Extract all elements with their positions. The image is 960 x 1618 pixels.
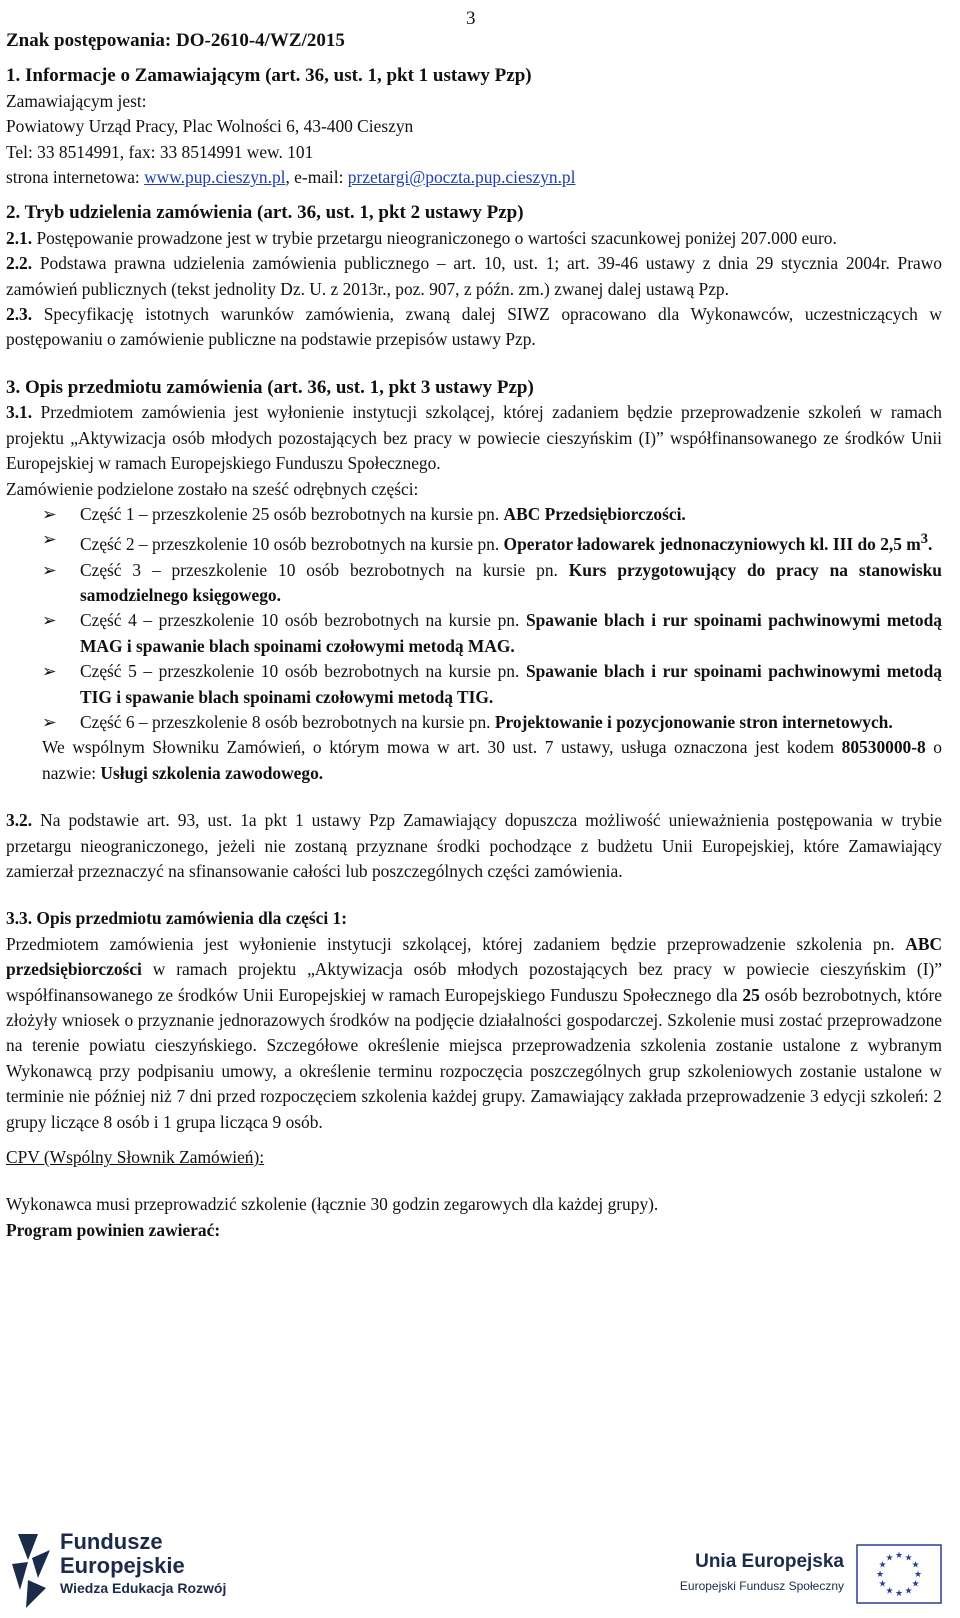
document-page (6, 6, 942, 1243)
arrow-bullet-icon: ➢ (42, 610, 57, 631)
paragraph-3-3: Przedmiotem zamówienia jest wyłonienie instytucji szkolącej, której zadaniem będzie przeprowadzenie szkolenia pn. ABC przedsiębiorczości w ramach projektu „Aktywizacja osób młodych pozostających bez pracy w powiecie cieszyńskim (I)” współfinansowanego ze środków Unii Europejskiej w ramach Europejskiego Funduszu Społecznego dla 25 osób bezrobotnych, które złożyły wniosek o przyznanie jednorazowych środków na podjęcie działalności gospodarczej. Szkolenie musi zostać przeprowadzone na terenie powiatu cieszyńskiego. Szczegółowe określenie miejsca przeprowadzenia szkolenia zostanie ustalone z wybranym Wykonawcą przy podpisaniu umowy, a określenie terminu rozpoczęcia poszczególnych grup szkoleniowych zostanie ustalone w terminie nie później niż 7 dni przed rozpoczęciem szkolenia każdej grupy. Zamawiający zakłada przeprowadzenie 3 edycji szkoleń: 2 grupy liczące 8 osób i 1 grupa licząca 9 osób. (6, 933, 942, 1132)
list-item: ➢ Część 3 – przeszkolenie 10 osób bezrobotnych na kursie pn. Kurs przygotowujący do pracy na stanowisku samodzielnego księgowego. (42, 559, 942, 605)
list-item: ➢ Część 4 – przeszkolenie 10 osób bezrobotnych na kursie pn. Spawanie blach i rur spoinami pachwinowymi metodą MAG i spawanie blach spoinami czołowymi metodą MAG. (42, 610, 942, 656)
contracting-authority-address: Powiatowy Urząd Pracy, Plac Wolności 6, 43-400 Cieszyn (6, 116, 414, 137)
cpv-code-paragraph: We wspólnym Słowniku Zamówień, o którym mowa w art. 30 ust. 7 ustawy, usługa oznaczona jest kodem 80530000-8 o nazwie: Usługi szkolenia zawodowego. (42, 737, 942, 783)
paragraph-3-2: 3.2. Na podstawie art. 93, ust. 1a pkt 1 ustawy Pzp Zamawiający dopuszcza możliwość unieważnienia postępowania w trybie przetargu nieograniczonego, jeżeli nie zostaną przyznane środki pochodzące z budżetu Unii Europejskiej, które Zamawiający zamierzał przeznaczyć na sfinansowanie całości lub poszczególnych części zamówienia. (6, 810, 942, 881)
eu-star-icon: ★ (878, 1560, 887, 1571)
parts-list (6, 502, 942, 735)
fundusze-europejskie-logo (8, 1530, 226, 1610)
parts-intro: Zamówienie podzielone zostało na sześć odrębnych części: (6, 478, 419, 499)
fe-program-name: Wiedza Edukacja Rozwój (60, 1580, 227, 1596)
contracting-authority-phone: Tel: 33 8514991, fax: 33 8514991 wew. 101 (6, 141, 314, 162)
footer-logos (0, 1522, 960, 1618)
email-link[interactable]: przetargi@poczta.pup.cieszyn.pl (347, 167, 576, 188)
list-item: ➢ Część 5 – przeszkolenie 10 osób bezrobotnych na kursie pn. Spawanie blach i rur spoinami pachwinowymi metodą TIG i spawanie blach spoinami czołowymi metodą TIG. (42, 661, 942, 707)
cpv-label: CPV (Wspólny Słownik Zamówień): (6, 1147, 265, 1168)
contracting-authority-label: Zamawiającym jest: (6, 90, 147, 111)
website-link[interactable]: www.pup.cieszyn.pl (144, 167, 286, 188)
eu-star-icon: ★ (894, 1589, 904, 1599)
arrow-bullet-icon: ➢ (42, 711, 57, 732)
arrow-bullet-icon: ➢ (42, 503, 57, 524)
eu-star-icon: ★ (913, 1570, 923, 1580)
eu-star-icon: ★ (885, 1586, 894, 1597)
ue-subtitle: Europejski Fundusz Społeczny (679, 1579, 844, 1593)
eu-star-icon: ★ (904, 1553, 913, 1564)
eu-star-icon: ★ (904, 1586, 913, 1597)
eu-flag-icon (856, 1544, 942, 1604)
eu-star-icon: ★ (885, 1553, 894, 1564)
paragraph-3-1: 3.1. Przedmiotem zamówienia jest wyłonienie instytucji szkolącej, której zadaniem będzie przeprowadzenie szkoleń w ramach projektu „Aktywizacja osób młodych pozostających bez pracy w powiecie cieszyńskim (I)” współfinansowanego ze środków Unii Europejskiej w ramach Europejskiego Funduszu Społecznego. (6, 402, 942, 474)
fe-star-icon (8, 1530, 52, 1610)
arrow-bullet-icon: ➢ (42, 559, 57, 580)
eu-star-icon: ★ (878, 1579, 887, 1590)
unia-europejska-logo (680, 1544, 942, 1604)
eu-star-icon: ★ (911, 1579, 920, 1590)
paragraph-2-1: 2.1. Postępowanie prowadzone jest w trybie przetargu nieograniczonego o wartości szacunkowej poniżej 207.000 euro. (6, 227, 837, 248)
contracting-authority-web: strona internetowa: www.pup.cieszyn.pl, e-mail: przetargi@poczta.pup.cieszyn.pl (6, 167, 576, 188)
list-item: ➢ Część 1 – przeszkolenie 25 osób bezrobotnych na kursie pn. ABC Przedsiębiorczości. (42, 502, 942, 527)
training-hours: Wykonawca musi przeprowadzić szkolenie (łącznie 30 godzin zegarowych dla każdej grupy). (6, 1194, 659, 1215)
procedure-reference: Znak postępowania: DO-2610-4/WZ/2015 (6, 30, 345, 51)
list-item: ➢ Część 6 – przeszkolenie 8 osób bezrobotnych na kursie pn. Projektowanie i pozycjonowanie stron internetowych. (42, 710, 942, 735)
arrow-bullet-icon: ➢ (42, 661, 57, 682)
fe-title-2: Europejskie (60, 1553, 185, 1578)
eu-star-icon: ★ (875, 1570, 885, 1580)
eu-star-icon: ★ (911, 1560, 920, 1571)
paragraph-2-3: 2.3. Specyfikację istotnych warunków zamówienia, zwaną dalej SIWZ opracowano dla Wykonawców, uczestniczących w postępowaniu o zamówienie publiczne na podstawie przepisów ustawy Pzp. (6, 304, 942, 350)
ue-title: Unia Europejska (695, 1550, 844, 1572)
paragraph-2-2: 2.2. Podstawa prawna udzielenia zamówienia publicznego – art. 10, ust. 1; art. 39-46 ustawy z dnia 29 stycznia 2004r. Prawo zamówień publicznych (tekst jednolity Dz. U. z 2013r., poz. 907, z późn. zm.) zwanej dalej ustawą Pzp. (6, 253, 942, 299)
section-2-heading: 2. Tryb udzielenia zamówienia (art. 36, ust. 1, pkt 2 ustawy Pzp) (6, 202, 524, 224)
list-item: ➢ Część 2 – przeszkolenie 10 osób bezrobotnych na kursie pn. Operator ładowarek jednonaczyniowych kl. III do 2,5 $m^3$. (42, 529, 933, 555)
section-3-heading: 3. Opis przedmiotu zamówienia (art. 36, ust. 1, pkt 3 ustawy Pzp) (6, 376, 534, 398)
page-number: 3 (466, 8, 476, 29)
eu-star-icon: ★ (894, 1551, 904, 1561)
arrow-bullet-icon: ➢ (42, 529, 57, 550)
section-1-heading: 1. Informacje o Zamawiającym (art. 36, ust. 1, pkt 1 ustawy Pzp) (6, 65, 532, 87)
fe-title-1: Fundusze (60, 1529, 163, 1554)
paragraph-3-3-heading: 3.3. Opis przedmiotu zamówienia dla części 1: (6, 908, 348, 929)
program-heading: Program powinien zawierać: (6, 1219, 221, 1240)
